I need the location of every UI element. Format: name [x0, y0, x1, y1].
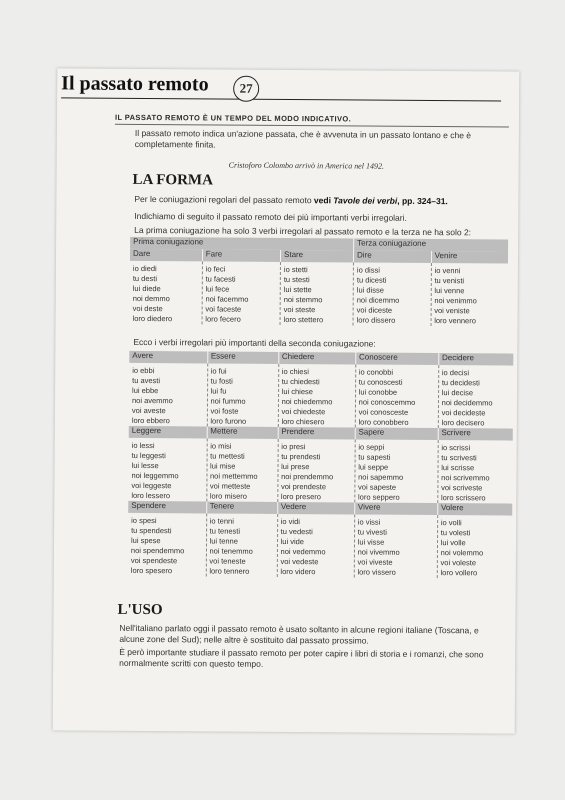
- verb-form: lui seppe: [358, 462, 389, 472]
- verb-form: lui tenne: [209, 536, 238, 546]
- verb-form: lui volle: [440, 538, 466, 548]
- verb-forms-row: [128, 438, 512, 504]
- forma-paragraph-1-text: Per le coniugazioni regolari del passato remoto: [134, 193, 314, 206]
- verb-form: io volli: [440, 518, 462, 528]
- verb-form: io dissi: [356, 265, 380, 275]
- verb-form: io feci: [205, 264, 226, 274]
- verb-header-scrivere: Scrivere: [438, 428, 513, 441]
- verb-form: tu scrivesti: [441, 453, 477, 463]
- tavole-reference-pages: , pp. 324–31.: [397, 195, 448, 207]
- verb-form: loro tennero: [209, 566, 250, 576]
- verb-header-vivere: Vivere: [354, 502, 437, 515]
- verb-forms-row: [128, 513, 512, 579]
- verb-form: noi chiedemmo: [281, 396, 333, 407]
- verb-form: tu venisti: [434, 276, 465, 286]
- group-label-prima: Prima coniugazione: [130, 237, 354, 251]
- verb-form: io chiesi: [281, 366, 309, 377]
- verb-header-vedere: Vedere: [277, 502, 354, 515]
- verb-form: voi spendeste: [130, 555, 178, 566]
- verb-form: tu avesti: [132, 375, 161, 386]
- verb-form: noi avemmo: [131, 395, 173, 406]
- verb-header-prendere: Prendere: [278, 427, 355, 440]
- verb-header-volere: Volere: [437, 503, 512, 516]
- verb-forms-row: [130, 261, 508, 327]
- verb-form: io venni: [434, 266, 461, 276]
- verb-form: tu spendesti: [131, 525, 172, 536]
- verb-form: noi conoscemmo: [358, 397, 416, 407]
- verb-form: noi vedemmo: [280, 546, 326, 557]
- verb-form: loro spesero: [130, 565, 173, 576]
- verb-form: voi conosceste: [358, 407, 409, 417]
- verb-form: tu volesti: [440, 528, 471, 538]
- verb-form: io spesi: [131, 515, 157, 526]
- verb-forms-dare: [130, 261, 203, 325]
- verb-form: loro vennero: [434, 316, 476, 326]
- verb-form: lui fu: [210, 386, 227, 396]
- verb-form: voi metteste: [209, 481, 251, 491]
- verb-form: voi leggeste: [131, 480, 172, 491]
- verb-form: noi leggemmo: [131, 470, 179, 481]
- verb-form: tu conoscesti: [358, 377, 403, 387]
- verb-forms-essere: [207, 363, 279, 426]
- verb-header-fare: Fare: [202, 249, 280, 262]
- verb-form: loro vollero: [440, 568, 478, 578]
- verb-form: loro diedero: [132, 313, 173, 324]
- verb-forms-vivere: [354, 514, 437, 578]
- verb-form: voi scriveste: [441, 483, 483, 493]
- verb-form: io tenni: [209, 516, 234, 526]
- verb-form: noi vivemmo: [357, 547, 400, 557]
- verb-forms-vedere: [277, 514, 355, 578]
- verb-form: io fui: [210, 366, 227, 376]
- verb-form: lui lesse: [131, 460, 159, 471]
- verb-form: voi viveste: [357, 557, 393, 567]
- verb-form: io stetti: [283, 264, 308, 275]
- verb-forms-conoscere: [355, 364, 438, 428]
- verb-form: io misi: [210, 441, 232, 451]
- textbook-page: [53, 68, 520, 733]
- verb-form: voi voleste: [440, 558, 477, 568]
- verb-forms-tenere: [206, 513, 278, 576]
- verb-form: loro misero: [209, 491, 247, 501]
- verb-form: noi scrivemmo: [441, 473, 490, 483]
- section-title-uso: L'USO: [117, 601, 163, 619]
- verb-form: voi diceste: [356, 305, 393, 315]
- verb-form: io ebbi: [132, 365, 155, 376]
- verb-form: noi spendemmo: [130, 545, 185, 556]
- verb-form: voi sapeste: [358, 482, 397, 492]
- verb-form: lui venne: [434, 286, 465, 296]
- verb-form: loro presero: [280, 491, 322, 502]
- verb-form: noi dicemmo: [356, 295, 400, 305]
- verb-form: voi steste: [283, 304, 316, 315]
- verb-form: io scrissi: [441, 443, 471, 453]
- verb-forms-row: [129, 363, 513, 429]
- verb-form: loro decisero: [441, 418, 485, 428]
- verb-form: tu vivesti: [357, 527, 387, 537]
- verb-forms-fare: [202, 261, 281, 325]
- verb-forms-volere: [437, 515, 512, 579]
- verb-header-dare: Dare: [130, 249, 202, 262]
- verb-form: voi foste: [210, 406, 239, 416]
- verb-form: voi prendeste: [280, 481, 327, 492]
- intro-paragraph: Il passato remoto indica un'azione passata, che è avvenuta in un passato lontano e che è completamente finita.: [134, 127, 472, 150]
- conjugation-table-first-third: [130, 237, 509, 327]
- verb-form: voi chiedeste: [281, 406, 326, 417]
- section-title-forma: LA FORMA: [132, 171, 214, 189]
- verb-form: lui spese: [130, 535, 161, 546]
- verb-form: loro videro: [280, 566, 316, 577]
- forma-paragraph-4: Ecco i verbi irregolari più importanti della seconda coniugazione:: [133, 336, 376, 349]
- verb-form: io vissi: [357, 517, 381, 527]
- verb-forms-venire: [431, 263, 508, 327]
- verb-forms-mettere: [206, 438, 278, 501]
- verb-header-sapere: Sapere: [355, 427, 438, 440]
- verb-form: lui fece: [205, 284, 230, 294]
- verb-form: tu stesti: [283, 274, 310, 285]
- verb-header-avere: Avere: [129, 351, 207, 364]
- verb-form: tu facesti: [205, 274, 236, 284]
- verb-form: tu chiedesti: [281, 376, 320, 387]
- verb-form: lui disse: [356, 285, 384, 295]
- verb-form: noi decidemmo: [441, 398, 493, 408]
- verb-form: lui decise: [441, 388, 474, 398]
- verb-forms-spendere: [128, 513, 206, 577]
- verb-forms-chiedere: [278, 364, 356, 428]
- verb-form: loro seppero: [357, 492, 400, 502]
- tavole-reference-prefix: vedi: [313, 195, 334, 206]
- verb-form: io seppi: [358, 442, 385, 452]
- verb-form: tu prendesti: [281, 451, 321, 462]
- verb-form: noi stemmo: [283, 294, 323, 305]
- verb-form: tu desti: [132, 273, 158, 284]
- verb-form: lui prese: [281, 461, 310, 472]
- verb-form: tu mettesti: [210, 451, 245, 461]
- verb-forms-stare: [280, 262, 353, 326]
- verb-header-stare: Stare: [280, 250, 353, 263]
- verb-header-conoscere: Conoscere: [355, 352, 438, 365]
- definition-subhead: IL PASSATO REMOTO È UN TEMPO DEL MODO INDICATIVO.: [115, 113, 509, 128]
- verb-form: noi mettemmo: [209, 471, 258, 481]
- chapter-number-badge: 27: [233, 76, 259, 102]
- verb-form: loro ebbero: [131, 415, 170, 426]
- forma-paragraph-1: [134, 194, 504, 208]
- uso-paragraph-1: Nell'italiano parlato oggi il passato remoto è usato soltanto in alcune regioni italiane (Toscana, e alcune zone del Sud); nelle altre è sostituito dal passato prossimo.: [119, 622, 479, 646]
- verb-header-mettere: Mettere: [207, 426, 278, 438]
- uso-paragraph-2: È però importante studiare il passato remoto per poter capire i libri di storia e i romanzi, che sono normalmente scritti con questo tempo.: [119, 646, 484, 669]
- verb-form: noi tenemmo: [209, 546, 253, 556]
- verb-form: tu decidesti: [441, 378, 480, 388]
- verb-form: noi sapemmo: [358, 472, 404, 482]
- verb-header-tenere: Tenere: [206, 501, 277, 513]
- verb-form: tu tenesti: [209, 526, 241, 536]
- verb-form: lui stette: [283, 284, 312, 295]
- verb-form: noi prendemmo: [281, 471, 334, 482]
- example-sentence: Cristoforo Colombo arrivò in America nel 1492.: [228, 160, 385, 171]
- verb-header-leggere: Leggere: [129, 426, 207, 439]
- verb-form: lui mise: [210, 461, 236, 471]
- verb-form: tu sapesti: [358, 452, 391, 462]
- verb-form: loro vissero: [357, 567, 396, 577]
- verb-form: lui conobbe: [358, 387, 398, 397]
- verb-form: voi aveste: [131, 405, 166, 416]
- verb-form: loro lessero: [131, 490, 171, 501]
- verb-form: lui diede: [132, 283, 161, 294]
- verb-header-spendere: Spendere: [128, 501, 206, 514]
- verb-form: noi fummo: [210, 396, 246, 406]
- verb-form: io diedi: [132, 263, 157, 274]
- verb-form: voi decideste: [441, 408, 486, 418]
- verb-header-essere: Essere: [207, 351, 278, 363]
- verb-form: io vidi: [280, 516, 300, 527]
- page-header: [57, 68, 519, 111]
- verb-form: io presi: [281, 441, 306, 452]
- verb-form: voi faceste: [205, 304, 242, 314]
- verb-forms-prendere: [277, 439, 355, 503]
- forma-paragraph-3: La prima coniugazione ha solo 3 verbi irregolari al passato remoto e la terza ne ha solo 2:: [134, 224, 472, 238]
- verb-header-decidere: Decidere: [438, 353, 513, 366]
- verb-form: lui chiese: [281, 386, 313, 397]
- verb-form: io lessi: [131, 440, 155, 451]
- verb-form: io conobbi: [358, 367, 394, 377]
- verb-form: tu dicesti: [356, 275, 387, 285]
- verb-form: loro chiesero: [281, 416, 325, 427]
- forma-paragraph-2: Indichiamo di seguito il passato remoto dei più importanti verbi irregolari.: [134, 210, 407, 223]
- verb-form: voi veniste: [434, 306, 470, 316]
- verb-header-dire: Dire: [354, 250, 432, 263]
- verb-form: tu leggesti: [131, 450, 166, 461]
- verb-form: voi deste: [132, 303, 163, 314]
- verb-form: loro scrissero: [441, 493, 486, 503]
- verb-form: tu vedesti: [280, 526, 313, 537]
- page-title: Il passato remoto: [61, 72, 209, 96]
- verb-forms-dire: [353, 262, 431, 326]
- title-rule: [61, 97, 501, 101]
- verb-form: loro dissero: [356, 315, 396, 325]
- verb-form: tu fosti: [210, 376, 233, 386]
- verb-forms-sapere: [354, 439, 437, 503]
- verb-forms-decidere: [438, 365, 513, 429]
- verb-forms-avere: [129, 363, 207, 427]
- verb-form: voi vedeste: [280, 556, 319, 567]
- tavole-reference-title: Tavole dei verbi: [333, 195, 398, 206]
- verb-form: noi demmo: [132, 293, 170, 304]
- verb-form: noi venimmo: [434, 296, 477, 306]
- verb-header-chiedere: Chiedere: [278, 352, 355, 365]
- verb-form: loro furono: [210, 416, 247, 426]
- verb-form: loro fecero: [205, 314, 241, 324]
- verb-form: lui scrisse: [441, 463, 475, 473]
- verb-form: lui visse: [357, 537, 385, 547]
- verb-form: lui ebbe: [132, 385, 159, 396]
- verb-forms-leggere: [128, 438, 206, 502]
- verb-header-venire: Venire: [431, 251, 508, 264]
- tavole-reference: [314, 195, 448, 206]
- verb-form: voi teneste: [209, 556, 246, 566]
- group-label-terza: Terza coniugazione: [354, 238, 509, 251]
- verb-form: noi facemmo: [205, 294, 249, 304]
- verb-form: loro conobbero: [358, 417, 409, 427]
- verb-forms-scrivere: [437, 440, 512, 504]
- verb-form: lui vide: [280, 536, 305, 547]
- verb-form: io decisi: [441, 368, 470, 378]
- verb-form: noi volemmo: [440, 548, 484, 558]
- conjugation-table-second: [128, 351, 514, 579]
- verb-form: loro stettero: [283, 314, 324, 325]
